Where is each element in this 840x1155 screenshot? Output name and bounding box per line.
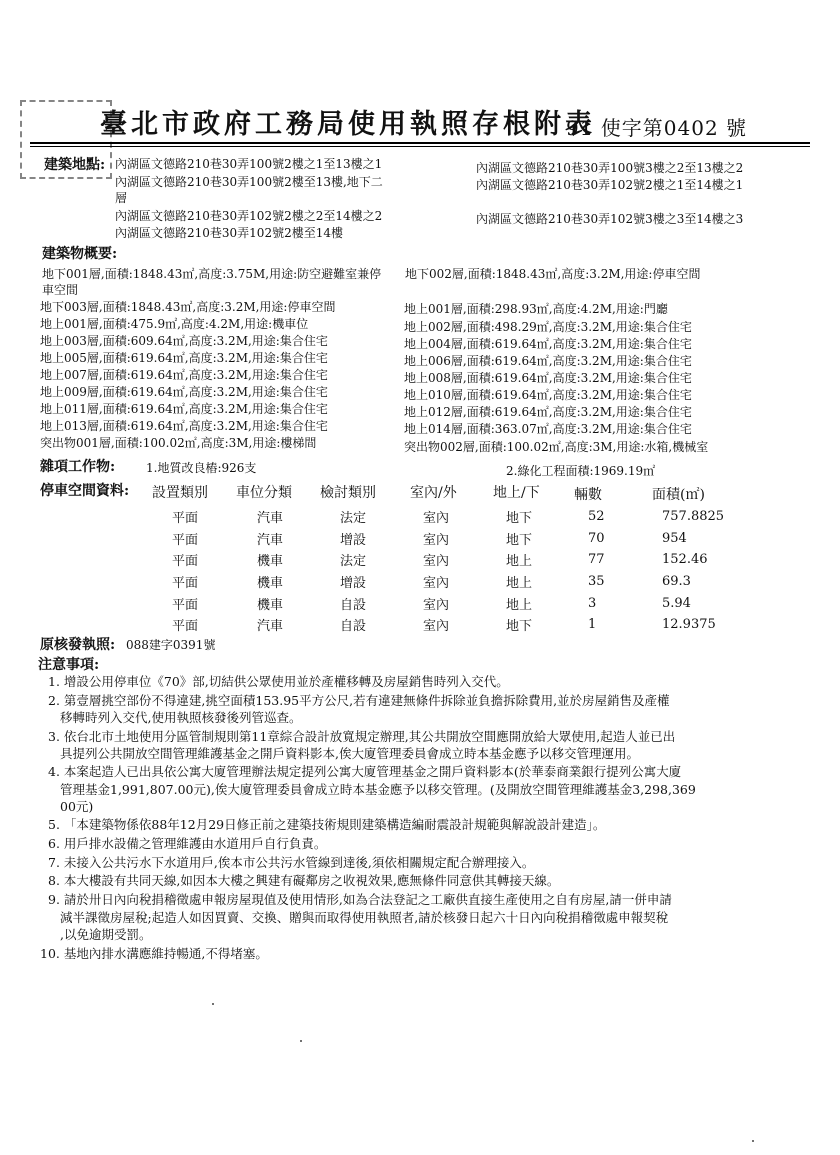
table-header: 面積(㎡)	[652, 487, 705, 503]
floor-line: 地上009層,面積:619.64㎡,高度:3.2M,用途:集合住宅	[40, 385, 328, 399]
floor-line: 地上010層,面積:619.64㎡,高度:3.2M,用途:集合住宅	[404, 388, 692, 402]
floor-line: 地上001層,面積:298.93㎡,高度:4.2M,用途:門廳	[404, 302, 668, 316]
table-cell: 自設	[340, 598, 367, 613]
address-line: 內湖區文德路210巷30弄102號2樓之2至14樓之2	[115, 209, 383, 223]
note-line: 6. 用戶排水設備之管理維護由水道用戶自行負責。	[48, 836, 327, 851]
table-cell: 法定	[340, 554, 367, 569]
note-line: 3. 依台北市土地使用分區管制規則第11章綜合設計放寬規定辦理,其公共開放空間應開放給大眾使用,起造人並已出	[48, 729, 676, 744]
page-title: 臺北市政府工務局使用執照存根附表	[100, 109, 596, 140]
table-cell: 平面	[172, 576, 199, 591]
table-cell: 69.3	[662, 574, 691, 589]
table-cell: 機車	[257, 598, 284, 613]
floor-line: 地上003層,面積:609.64㎡,高度:3.2M,用途:集合住宅	[40, 334, 328, 348]
table-cell: 室內	[423, 511, 450, 526]
table-cell: 法定	[340, 511, 367, 526]
table-cell: 增設	[340, 533, 367, 548]
table-header: 檢討類別	[320, 485, 376, 501]
note-line: 管理基金1,991,807.00元),俟大廈管理委員會成立時本基金應予以移交管理。(及開放空間管理維護基金3,298,369	[60, 782, 696, 797]
floor-line: 地上007層,面積:619.64㎡,高度:3.2M,用途:集合住宅	[40, 368, 328, 382]
misc-item: 1.地質改良樁:926支	[146, 461, 257, 475]
address-line: 內湖區文德路210巷30弄102號2樓至14樓	[115, 226, 343, 240]
overview-label: 建築物概要:	[42, 246, 118, 262]
note-line: 4. 本案起造人已出具依公寓大廈管理辦法規定提列公寓大廈管理基金之開戶資料影本(於華泰商業銀行提列公寓大廈	[48, 764, 682, 779]
note-line: 5. 「本建築物係依88年12月29日修正前之建築技術規則建築構造編耐震設計規範與解說設計建造」。	[48, 817, 606, 832]
table-cell: 機車	[257, 554, 284, 569]
table-cell: 地上	[506, 554, 533, 569]
note-line: 移轉時列入交代,使用執照核發後列管巡查。	[60, 710, 302, 725]
table-cell: 室內	[423, 533, 450, 548]
note-line: 10. 基地內排水溝應維持暢通,不得堵塞。	[40, 946, 268, 961]
floor-line: 地上014層,面積:363.07㎡,高度:3.2M,用途:集合住宅	[404, 422, 692, 436]
floor-line: 地上001層,面積:475.9㎡,高度:4.2M,用途:機車位	[40, 317, 309, 331]
title-rule	[30, 142, 810, 144]
floor-line: 地下002層,面積:1848.43㎡,高度:3.2M,用途:停車空間	[405, 267, 701, 281]
table-cell: 地上	[506, 598, 533, 613]
note-line: 具提列公共開放空間管理維護基金之開戶資料影本,俟大廈管理委員會成立時本基金應予以移交管理運用。	[60, 746, 639, 761]
original-permit-label: 原核發執照:	[40, 637, 116, 653]
permit-number: 91 使字第0402 號	[566, 116, 748, 140]
note-line: 00元)	[60, 799, 94, 814]
table-header: 室內/外	[410, 485, 457, 501]
misc-item: 2.綠化工程面積:1969.19㎡	[506, 464, 656, 478]
table-cell: 52	[588, 509, 605, 524]
table-cell: 平面	[172, 598, 199, 613]
table-cell: 1	[588, 617, 597, 632]
address-line: 內湖區文德路210巷30弄100號2樓至13樓,地下二	[115, 175, 383, 189]
floor-line: 地上002層,面積:498.29㎡,高度:3.2M,用途:集合住宅	[404, 320, 692, 334]
note-line: 7. 未接入公共污水下水道用戶,俟本市公共污水管線到達後,須依相關規定配合辦理接入。	[48, 855, 535, 870]
table-cell: 平面	[172, 533, 199, 548]
note-line: 9. 請於卅日內向稅捐稽徵處申報房屋現值及使用情形,如為合法登記之工廠供直接生產使用之自有房屋,請一併申請	[48, 892, 672, 907]
floor-line: 地上008層,面積:619.64㎡,高度:3.2M,用途:集合住宅	[404, 371, 692, 385]
table-cell: 152.46	[662, 552, 708, 567]
note-line: 8. 本大樓設有共同天線,如因本大樓之興建有礙鄰房之收視效果,應無條件同意供其轉接天線。	[48, 873, 560, 888]
address-line: 內湖區文德路210巷30弄100號2樓之1至13樓之1	[115, 157, 383, 171]
misc-label: 雜項工作物:	[40, 459, 116, 475]
address-label: 建築地點:	[44, 157, 106, 173]
title-rule-thin	[30, 146, 810, 147]
floor-line: 突出物002層,面積:100.02㎡,高度:3M,用途:水箱,機械室	[404, 440, 709, 454]
table-cell: 地下	[506, 533, 533, 548]
floor-line: 地上013層,面積:619.64㎡,高度:3.2M,用途:集合住宅	[40, 419, 328, 433]
table-cell: 35	[588, 574, 605, 589]
address-line: 內湖區文德路210巷30弄102號2樓之1至14樓之1	[476, 178, 744, 192]
table-cell: 5.94	[662, 596, 691, 611]
table-cell: 室內	[423, 576, 450, 591]
table-header: 設置類別	[152, 485, 208, 501]
note-line: 減半課徵房屋稅;起造人如因買賣、交換、贈與而取得使用執照者,請於核發日起六十日內向稅捐稽徵處申報契稅	[60, 910, 669, 925]
floor-line: 地下001層,面積:1848.43㎡,高度:3.75M,用途:防空避難室兼停	[42, 267, 382, 281]
table-header: 地上/下	[493, 485, 540, 501]
parking-label: 停車空間資料:	[40, 483, 130, 499]
table-cell: 室內	[423, 619, 450, 634]
notes-label: 注意事項:	[38, 657, 100, 673]
table-cell: 地下	[506, 511, 533, 526]
floor-line: 地上004層,面積:619.64㎡,高度:3.2M,用途:集合住宅	[404, 337, 692, 351]
address-line: 內湖區文德路210巷30弄102號3樓之3至14樓之3	[476, 212, 744, 226]
note-line: 1. 增設公用停車位《70》部,切結供公眾使用並於產權移轉及房屋銷售時列入交代。	[48, 674, 509, 689]
scan-speck	[752, 1140, 754, 1142]
table-cell: 70	[588, 531, 605, 546]
floor-line: 地上006層,面積:619.64㎡,高度:3.2M,用途:集合住宅	[404, 354, 692, 368]
table-cell: 地上	[506, 576, 533, 591]
floor-line: 地下003層,面積:1848.43㎡,高度:3.2M,用途:停車空間	[40, 300, 336, 314]
floor-line: 地上011層,面積:619.64㎡,高度:3.2M,用途:集合住宅	[40, 402, 328, 416]
note-line: 2. 第壹層挑空部份不得違建,挑空面積153.95平方公尺,若有違建無條件拆除並負擔拆除費用,並於房屋銷售及產權	[48, 693, 670, 708]
table-cell: 77	[588, 552, 605, 567]
table-cell: 室內	[423, 554, 450, 569]
table-cell: 12.9375	[662, 617, 716, 632]
floor-line: 地上012層,面積:619.64㎡,高度:3.2M,用途:集合住宅	[404, 405, 692, 419]
table-cell: 汽車	[257, 511, 284, 526]
table-cell: 3	[588, 596, 597, 611]
address-line: 內湖區文德路210巷30弄100號3樓之2至13樓之2	[476, 161, 744, 175]
table-header: 輛數	[574, 487, 602, 503]
table-cell: 汽車	[257, 619, 284, 634]
scan-speck	[212, 1003, 214, 1005]
note-line: ,以免逾期受罰。	[60, 927, 152, 942]
table-cell: 地下	[506, 619, 533, 634]
table-cell: 平面	[172, 511, 199, 526]
original-permit-value: 088建字0391號	[126, 638, 216, 652]
table-cell: 增設	[340, 576, 367, 591]
table-cell: 自設	[340, 619, 367, 634]
table-cell: 機車	[257, 576, 284, 591]
table-cell: 757.8825	[662, 509, 725, 524]
scan-speck	[300, 1040, 302, 1042]
table-cell: 汽車	[257, 533, 284, 548]
table-cell: 平面	[172, 554, 199, 569]
table-header: 車位分類	[236, 485, 292, 501]
table-cell: 室內	[423, 598, 450, 613]
table-cell: 954	[662, 531, 687, 546]
table-cell: 平面	[172, 619, 199, 634]
floor-line: 車空間	[42, 283, 79, 297]
address-line: 層	[115, 191, 128, 205]
floor-line: 地上005層,面積:619.64㎡,高度:3.2M,用途:集合住宅	[40, 351, 328, 365]
floor-line: 突出物001層,面積:100.02㎡,高度:3M,用途:樓梯間	[40, 436, 317, 450]
